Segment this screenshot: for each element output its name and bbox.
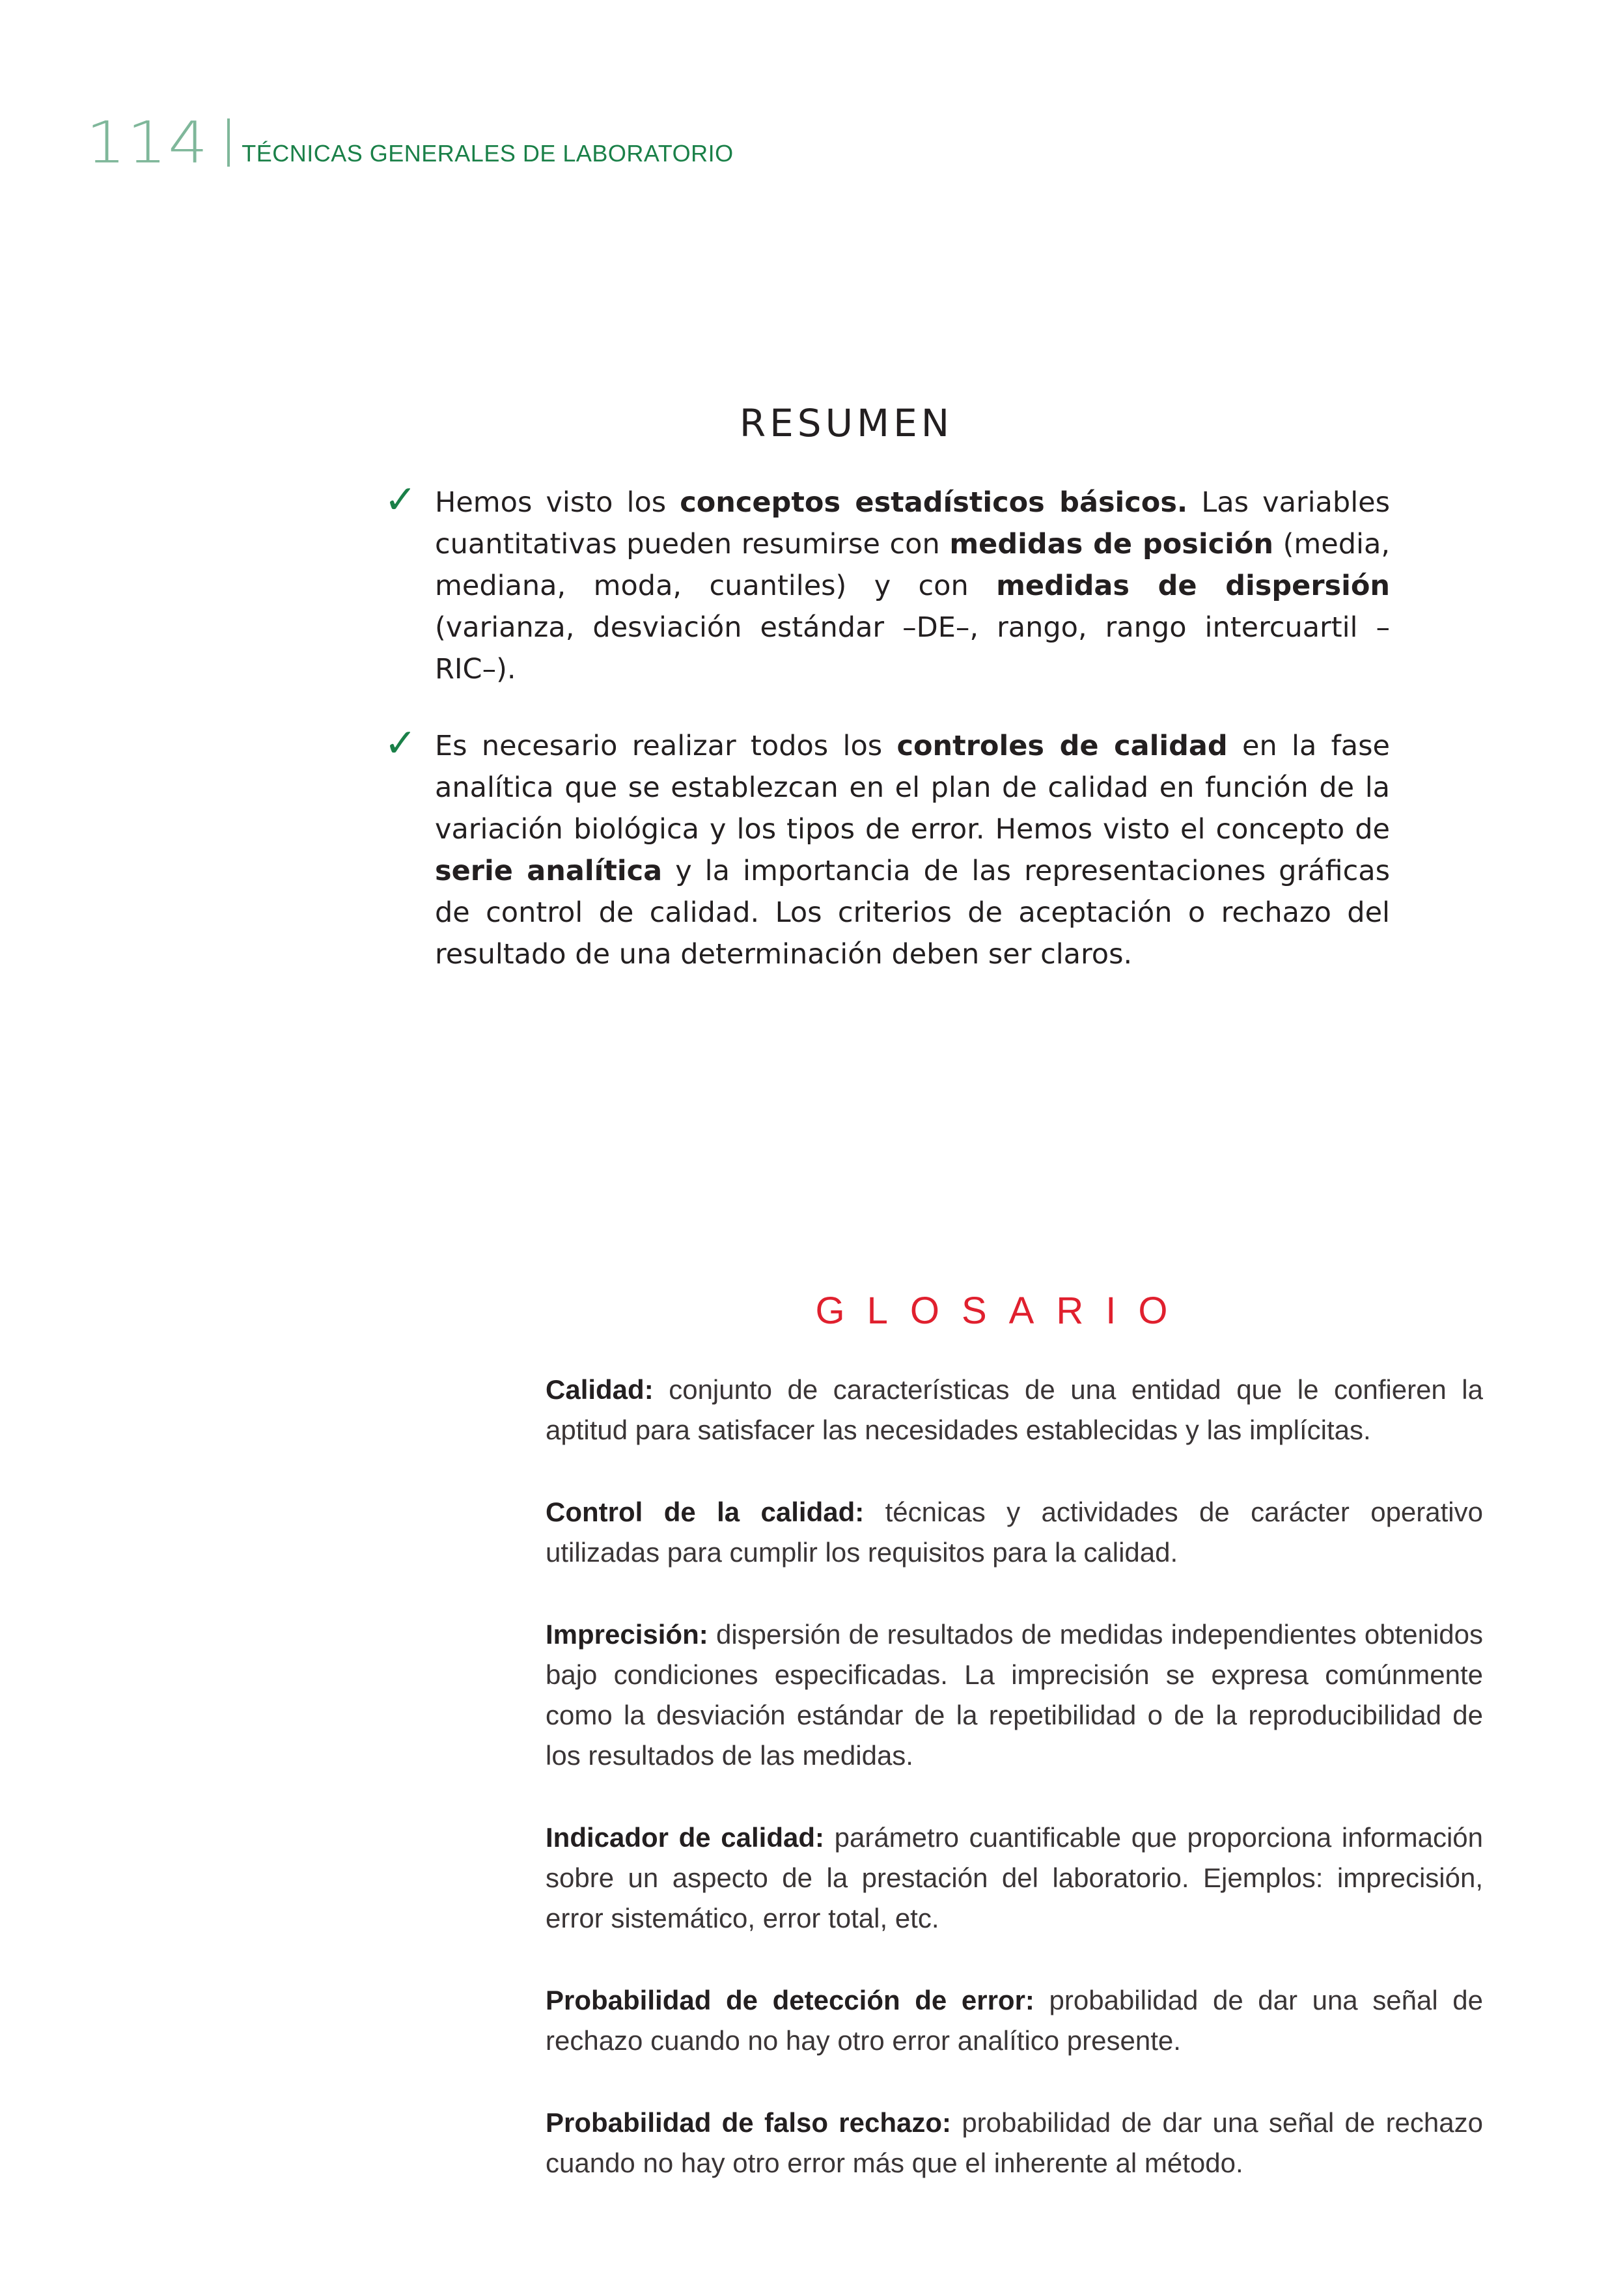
text-run: y la importancia de las representaciones gráficas de control de calidad. Los criterios de aceptación o rechazo del resultado de una determinación deben ser claros. [435, 855, 1390, 971]
text-run: Las variables cuantitativas pueden resumirse con [435, 486, 1391, 560]
glossary-definition: conjunto de características de una entidad que le confieren la aptitud para satisfacer las necesidades establecidas y las implícitas. [546, 1374, 1483, 1445]
glossary-entry [546, 1980, 1483, 2061]
glossary-term: Probabilidad de falso rechazo: [546, 2107, 952, 2138]
glossary-entry [546, 1614, 1483, 1776]
glossary-definition: dispersión de resultados de medidas independientes obtenidos bajo condiciones especificadas. La imprecisión se expresa comúnmente como la desviación estándar de la repetibilidad o de la reproducibilidad de los resultados de las medidas. [546, 1619, 1483, 1771]
glossary-term: Indicador de calidad: [546, 1822, 824, 1853]
glossary-entry [546, 2103, 1483, 2183]
glossary-entry [546, 1818, 1483, 1939]
glosario-heading: GLOSARIO [815, 1290, 1190, 1333]
resumen-item-text [435, 725, 1390, 975]
glossary-term: Probabilidad de detección de error: [546, 1985, 1034, 2015]
bold-term: medidas de dispersión [996, 570, 1391, 602]
bold-term: controles de calidad [896, 730, 1228, 762]
resumen-list [384, 477, 1391, 1010]
text-run: Hemos visto los [435, 486, 680, 519]
glossary-definition: parámetro cuantificable que proporciona información sobre un aspecto de la prestación del laboratorio. Ejemplos: imprecisión, error sistemático, error total, etc. [546, 1822, 1483, 1933]
bold-term: conceptos estadísticos básicos. [680, 486, 1188, 519]
bold-term: serie analítica [435, 855, 663, 887]
text-run: en la fase analítica que se establezcan en el plan de calidad en función de la variación biológica y los tipos de error. Hemos visto el concepto de [435, 730, 1391, 846]
glossary-entry [546, 1370, 1483, 1450]
checkmark-icon: ✓ [384, 721, 417, 766]
glossary-definition: probabilidad de dar una señal de rechazo cuando no hay otro error analítico presente. [546, 1985, 1484, 2056]
glossary-definition: técnicas y actividades de carácter operativo utilizadas para cumplir los requisitos para la calidad. [546, 1497, 1483, 1568]
bold-term: medidas de posición [949, 528, 1274, 560]
resumen-heading: RESUMEN [739, 401, 954, 446]
header-divider [227, 118, 230, 167]
text-run: (media, mediana, moda, cuantiles) y con [435, 528, 1390, 602]
glossary-list [546, 1342, 1483, 2225]
glossary-term: Calidad: [546, 1374, 654, 1405]
glossary-entry [546, 1492, 1483, 1573]
resumen-item [384, 477, 1391, 690]
glossary-definition: probabilidad de dar una señal de rechazo cuando no hay otro error más que el inherente al método. [546, 2107, 1483, 2178]
resumen-item-text [435, 482, 1390, 690]
checkmark-icon: ✓ [384, 477, 417, 523]
glossary-term: Imprecisión: [546, 1619, 708, 1650]
text-run: Es necesario realizar todos los [435, 730, 897, 762]
resumen-item [384, 721, 1391, 975]
section-title: TÉCNICAS GENERALES DE LABORATORIO [242, 140, 734, 167]
page-header [86, 109, 734, 176]
page-number: 114 [86, 109, 210, 176]
glossary-term: Control de la calidad: [546, 1497, 865, 1527]
text-run: (varianza, desviación estándar –DE–, rango, rango intercuartil –RIC–). [435, 611, 1390, 685]
